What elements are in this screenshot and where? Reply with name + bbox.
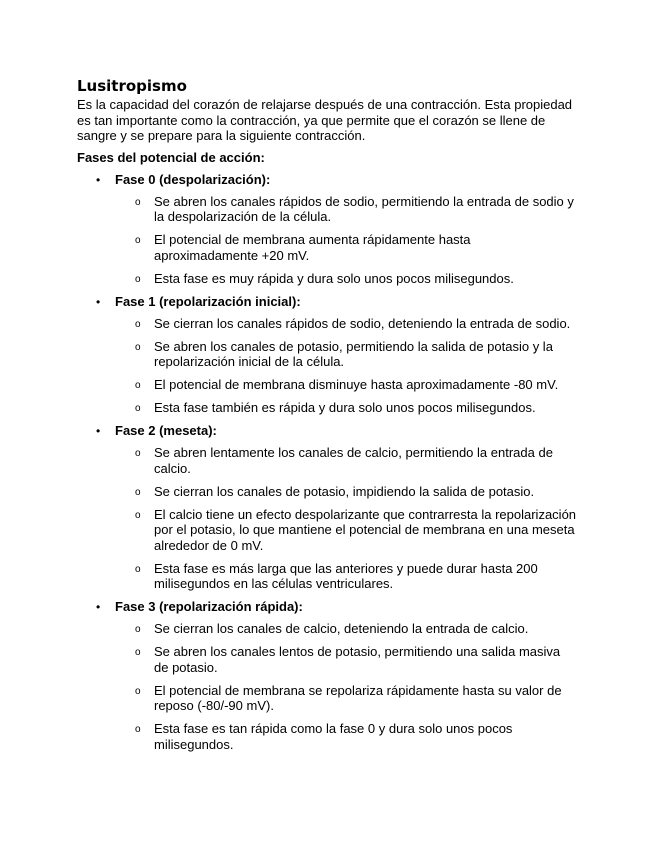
circle-bullet-icon: o [135, 724, 141, 735]
circle-bullet-icon: o [135, 624, 141, 635]
list-item [115, 271, 577, 287]
circle-bullet-icon: o [135, 318, 141, 330]
phase-list-item [77, 599, 577, 752]
list-item-text: Esta fase también es rápida y dura solo unos pocos milisegundos. [154, 400, 536, 415]
list-item-text: El potencial de membrana se repolariza rápidamente hasta su valor de reposo (-80/-90 mV). [154, 682, 562, 713]
list-item [115, 507, 577, 554]
circle-bullet-icon: o [135, 341, 141, 353]
circle-bullet-icon: o [135, 380, 141, 391]
phase-title: Fase 2 (meseta): [115, 423, 217, 438]
page-title: Lusitropismo [77, 77, 187, 95]
circle-bullet-icon: o [135, 273, 141, 285]
list-item [115, 561, 577, 592]
section-subheading: Fases del potencial de acción: [77, 149, 265, 165]
circle-bullet-icon: o [135, 647, 141, 658]
phase-title: Fase 3 (repolarización rápida): [115, 599, 303, 614]
list-item-text: Se abren los canales lentos de potasio, permitiendo una salida masiva de potasio. [154, 644, 561, 675]
list-item-text: Se abren los canales de potasio, permitiendo la salida de potasio y la repolarización inicial de la célula. [154, 338, 553, 369]
list-item-text: Se cierran los canales rápidos de sodio, deteniendo la entrada de sodio. [154, 315, 571, 331]
bullet-icon: • [96, 294, 101, 309]
list-item [115, 339, 577, 370]
list-item-text: Se abren lentamente los canales de calcio, permitiendo la entrada de calcio. [154, 445, 553, 476]
list-item-text: Se cierran los canales de calcio, deteniendo la entrada de calcio. [154, 621, 529, 636]
bullet-icon: • [96, 600, 101, 614]
bullet-icon: • [96, 172, 101, 187]
list-item [115, 316, 577, 332]
list-item-text: El potencial de membrana aumenta rápidamente hasta aproximadamente +20 mV. [154, 232, 471, 263]
circle-bullet-icon: o [135, 685, 141, 697]
phase-list-item [77, 294, 577, 416]
list-item [115, 445, 577, 476]
phase-detail-list [115, 316, 577, 416]
phase-title: Fase 1 (repolarización inicial): [115, 293, 301, 309]
phase-list [77, 172, 577, 753]
circle-bullet-icon: o [135, 563, 141, 575]
list-item [115, 484, 577, 500]
phase-detail-list [115, 445, 577, 592]
list-item-text: El potencial de membrana disminuye hasta aproximadamente -80 mV. [154, 377, 559, 392]
circle-bullet-icon: o [135, 196, 141, 208]
circle-bullet-icon: o [135, 235, 141, 246]
bullet-icon: • [96, 424, 101, 438]
list-item-text: Esta fase es muy rápida y dura solo unos pocos milisegundos. [154, 270, 514, 286]
list-item [115, 377, 577, 393]
list-item-text: Esta fase es más larga que las anteriores y puede durar hasta 200 milisegundos en las células ventriculares. [154, 560, 538, 591]
phase-detail-list [115, 194, 577, 287]
phase-list-item [77, 423, 577, 592]
list-item-text: Se cierran los canales de potasio, impidiendo la salida de potasio. [154, 483, 535, 499]
circle-bullet-icon: o [135, 403, 141, 414]
circle-bullet-icon: o [135, 448, 141, 459]
phase-title: Fase 0 (despolarización): [115, 171, 271, 187]
list-item [115, 232, 577, 263]
intro-paragraph: Es la capacidad del corazón de relajarse después de una contracción. Esta propiedad es tan importante como la contracción, ya que permite que el corazón se llene de sangre y se prepare para la siguiente contracción. [77, 97, 573, 143]
list-item [115, 400, 577, 416]
list-item [115, 194, 577, 225]
list-item [115, 621, 577, 637]
list-item-text: Se abren los canales rápidos de sodio, permitiendo la entrada de sodio y la despolarización de la célula. [154, 193, 574, 224]
list-item-text: Esta fase es tan rápida como la fase 0 y dura solo unos pocos milisegundos. [154, 721, 513, 752]
phase-detail-list [115, 621, 577, 752]
circle-bullet-icon: o [135, 509, 141, 521]
list-item [115, 644, 577, 675]
list-item-text: El calcio tiene un efecto despolarizante que contrarresta la repolarización por el potasio, lo que mantiene el potencial de membrana en una meseta alrededor de 0 mV. [154, 506, 577, 553]
document-content [77, 76, 577, 760]
phase-list-item [77, 172, 577, 287]
list-item [115, 683, 577, 714]
circle-bullet-icon: o [135, 486, 141, 498]
list-item [115, 721, 577, 752]
